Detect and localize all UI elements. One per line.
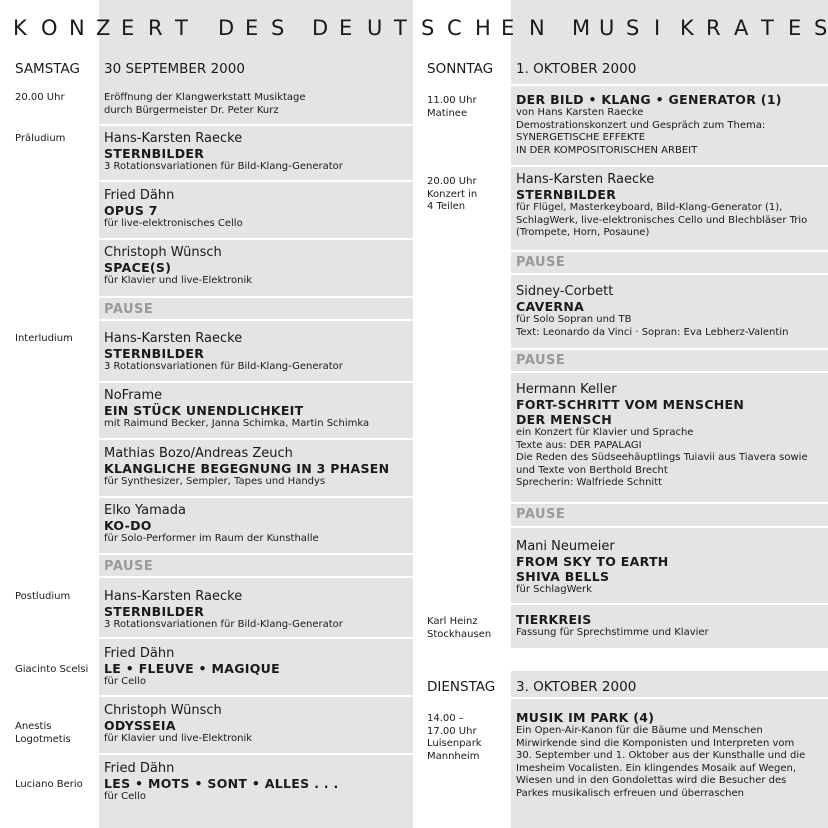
composer-name: Hans-Karsten Raecke: [104, 589, 243, 604]
page-title: [0, 16, 828, 48]
composer-name: Hans-Karsten Raecke: [104, 331, 243, 346]
title-letter: S: [421, 16, 435, 40]
work-title: CAVERNA: [516, 299, 585, 314]
work-description: mit Raimund Becker, Janna Schimka, Martin Schimka: [104, 418, 370, 429]
separator: [99, 319, 413, 321]
program-entry: [104, 503, 319, 546]
separator: [99, 238, 413, 240]
composer-name: Sidney-Corbett: [516, 284, 614, 299]
pause-label: PAUSE: [516, 255, 566, 270]
title-letter: A: [734, 16, 749, 40]
title-letter: N: [529, 16, 545, 40]
work-title: OPUS 7: [104, 203, 158, 218]
work-title: STERNBILDER: [104, 346, 205, 361]
time-konzert: 20.00 Uhr Konzert in 4 Teilen: [427, 176, 478, 212]
composer-name: Fried Dähn: [104, 761, 175, 776]
title-letter: M: [572, 16, 591, 40]
title-letter: R: [148, 16, 163, 40]
program-entry: [104, 761, 339, 804]
program-entry: [104, 245, 252, 288]
separator: [99, 753, 413, 755]
program-entry: [104, 703, 252, 746]
label-praeludium: Präludium: [15, 133, 66, 144]
work-description: für Klavier und live-Elektronik: [104, 275, 253, 286]
pause-label: PAUSE: [104, 559, 154, 574]
work-title: STERNBILDER: [104, 604, 205, 619]
program-entry: [516, 172, 807, 240]
label-scelsi: Giacinto Scelsi: [15, 664, 89, 675]
label-stockhausen: Karl Heinz Stockhausen: [427, 616, 492, 640]
work-description: 3 Rotationsvariationen für Bild-Klang-Generator: [104, 619, 343, 630]
program-entry: [104, 131, 343, 174]
title-letter: K: [13, 16, 27, 40]
title-letter: T: [761, 16, 774, 40]
pause-label: PAUSE: [104, 302, 154, 317]
separator: [511, 165, 828, 167]
work-title: KLANGLICHE BEGEGNUNG IN 3 PHASEN: [104, 461, 390, 476]
title-letter: Z: [96, 16, 111, 40]
work-description: für Synthesizer, Sempler, Tapes und Handys: [104, 476, 326, 487]
title-letter: E: [788, 16, 802, 40]
separator: [99, 180, 413, 182]
composer-name: Christoph Wünsch: [104, 703, 222, 718]
label-logotmetis: Anestis Logotmetis: [15, 721, 71, 745]
title-letter: S: [814, 16, 828, 40]
title-letter: I: [654, 16, 661, 40]
composer-name: Hermann Keller: [516, 382, 617, 397]
composer-name: NoFrame: [104, 388, 163, 403]
title-letter: D: [218, 16, 235, 40]
program-entry: [516, 92, 782, 157]
work-title: DER MENSCH: [516, 412, 612, 427]
title-letter: T: [394, 16, 407, 40]
time-opening: 20.00 Uhr: [15, 92, 65, 103]
title-letter: E: [339, 16, 353, 40]
title-letter: E: [501, 16, 515, 40]
composer-name: Mathias Bozo/Andreas Zeuch: [104, 446, 293, 461]
title-letter: E: [245, 16, 259, 40]
separator: [511, 348, 828, 350]
separator: [511, 371, 828, 373]
program-entry: [104, 589, 343, 632]
work-title: ODYSSEIA: [104, 718, 176, 733]
work-title: TIERKREIS: [516, 612, 592, 627]
title-letter: U: [367, 16, 383, 40]
separator: [511, 84, 828, 86]
title-letter: S: [626, 16, 640, 40]
work-title: DER BILD • KLANG • GENERATOR (1): [516, 92, 782, 107]
pause-label: PAUSE: [516, 507, 566, 522]
separator: [99, 496, 413, 498]
work-title: MUSIK IM PARK (4): [516, 710, 655, 725]
separator: [511, 250, 828, 252]
composer-name: Fried Dähn: [104, 646, 175, 661]
program-entry: [104, 446, 389, 489]
work-description: für Cello: [104, 791, 146, 802]
pause-label: PAUSE: [516, 353, 566, 368]
title-letter: S: [271, 16, 285, 40]
work-description: Fassung für Sprechstimme und Klavier: [516, 627, 709, 638]
work-title: SPACE(S): [104, 260, 172, 275]
work-description: 3 Rotationsvariationen für Bild-Klang-Generator: [104, 161, 343, 172]
title-letter: O: [41, 16, 58, 40]
work-description: ein Konzert für Klavier und Sprache Texte aus: DER PAPALAGI Die Reden des Südseehäuptlings Tuiavii aus Tiavera sowie und Texte von Berthold Brecht Sprecherin: Walfriede Schnitt: [516, 427, 808, 488]
label-interludium: Interludium: [15, 333, 73, 344]
separator: [511, 697, 828, 699]
separator: [511, 603, 828, 605]
separator: [99, 695, 413, 697]
title-letter: N: [69, 16, 85, 40]
title-letter: R: [706, 16, 721, 40]
program-entry: [104, 331, 343, 374]
day-sunday: SONNTAG: [427, 61, 494, 77]
work-description: für SchlagWerk: [516, 584, 592, 595]
time-matinee: 11.00 Uhr Matinee: [427, 95, 477, 119]
work-description: Ein Open-Air-Kanon für die Bäume und Menschen Mirwirkende sind die Komponisten und Interpreten vom 30. September und 1. Oktober aus der Kunsthalle und die Imesheim Vocalisten. Ein klingendes Mosaik auf Wegen, Wiesen und in den Gondolettas wird die Besucher des Parkes musikalisch erfreuen und überraschen: [516, 725, 806, 799]
date-sunday: 1. OKTOBER 2000: [516, 61, 637, 77]
title-letter: H: [475, 16, 491, 40]
composer-name: Elko Yamada: [104, 503, 186, 518]
label-postludium: Postludium: [15, 591, 71, 602]
separator: [511, 273, 828, 275]
program-entry: [516, 539, 669, 597]
work-title: STERNBILDER: [516, 187, 617, 202]
work-description: 3 Rotationsvariationen für Bild-Klang-Generator: [104, 361, 343, 372]
title-letter: K: [680, 16, 694, 40]
program-entry: [516, 710, 805, 800]
composer-name: Christoph Wünsch: [104, 245, 222, 260]
separator: [99, 381, 413, 383]
title-letter: U: [599, 16, 615, 40]
title-letter: T: [175, 16, 188, 40]
program-entry: [104, 388, 369, 431]
work-description: für Solo Sopran und TB Text: Leonardo da Vinci · Sopran: Eva Lebherz-Valentin: [516, 314, 789, 338]
separator: [99, 553, 413, 555]
work-title: LE • FLEUVE • MAGIQUE: [104, 661, 280, 676]
work-title: KO-DO: [104, 518, 152, 533]
work-title: FORT-SCHRITT VOM MENSCHEN: [516, 397, 745, 412]
title-letter: C: [447, 16, 462, 40]
separator: [511, 502, 828, 504]
separator: [99, 637, 413, 639]
composer-name: Hans-Karsten Raecke: [516, 172, 655, 187]
work-title: EIN STÜCK UNENDLICHKEIT: [104, 403, 304, 418]
program-entry: [516, 284, 788, 339]
day-saturday: SAMSTAG: [15, 61, 80, 77]
title-letter: E: [121, 16, 135, 40]
label-berio: Luciano Berio: [15, 779, 83, 790]
work-title: FROM SKY TO EARTH: [516, 554, 669, 569]
separator: [99, 438, 413, 440]
work-description: für live-elektronisches Cello: [104, 218, 243, 229]
opening-text: Eröffnung der Klangwerkstatt Musiktage durch Bürgermeister Dr. Peter Kurz: [104, 92, 306, 116]
day-tuesday: DIENSTAG: [427, 679, 496, 695]
work-description: für Flügel, Masterkeyboard, Bild-Klang-Generator (1), SchlagWerk, live-elektronisches Cello und Blechbläser Trio (Trompete, Horn, Posaune): [516, 202, 808, 238]
date-tuesday: 3. OKTOBER 2000: [516, 679, 637, 695]
separator: [99, 296, 413, 298]
composer-name: Mani Neumeier: [516, 539, 615, 554]
program-entry: [104, 646, 280, 689]
work-title: STERNBILDER: [104, 146, 205, 161]
work-description: für Klavier und live-Elektronik: [104, 733, 253, 744]
composer-name: Fried Dähn: [104, 188, 175, 203]
program-entry: [516, 612, 709, 640]
separator: [99, 576, 413, 578]
work-title: SHIVA BELLS: [516, 569, 610, 584]
work-description: von Hans Karsten Raecke Demostrationskonzert und Gespräch zum Thema: SYNERGETISCHE EFFEKTE IN DER KOMPOSITORISCHEN ARBEIT: [516, 107, 766, 156]
separator: [99, 124, 413, 126]
work-description: für Cello: [104, 676, 146, 687]
program-entry: [516, 382, 808, 490]
title-letter: D: [312, 16, 329, 40]
separator: [511, 526, 828, 528]
date-saturday: 30 SEPTEMBER 2000: [104, 61, 245, 77]
composer-name: Hans-Karsten Raecke: [104, 131, 243, 146]
time-musik-im-park: 14.00 – 17.00 Uhr Luisenpark Mannheim: [427, 713, 482, 762]
program-entry: [104, 188, 243, 231]
work-title: LES • MOTS • SONT • ALLES . . .: [104, 776, 339, 791]
work-description: für Solo-Performer im Raum der Kunsthalle: [104, 533, 319, 544]
